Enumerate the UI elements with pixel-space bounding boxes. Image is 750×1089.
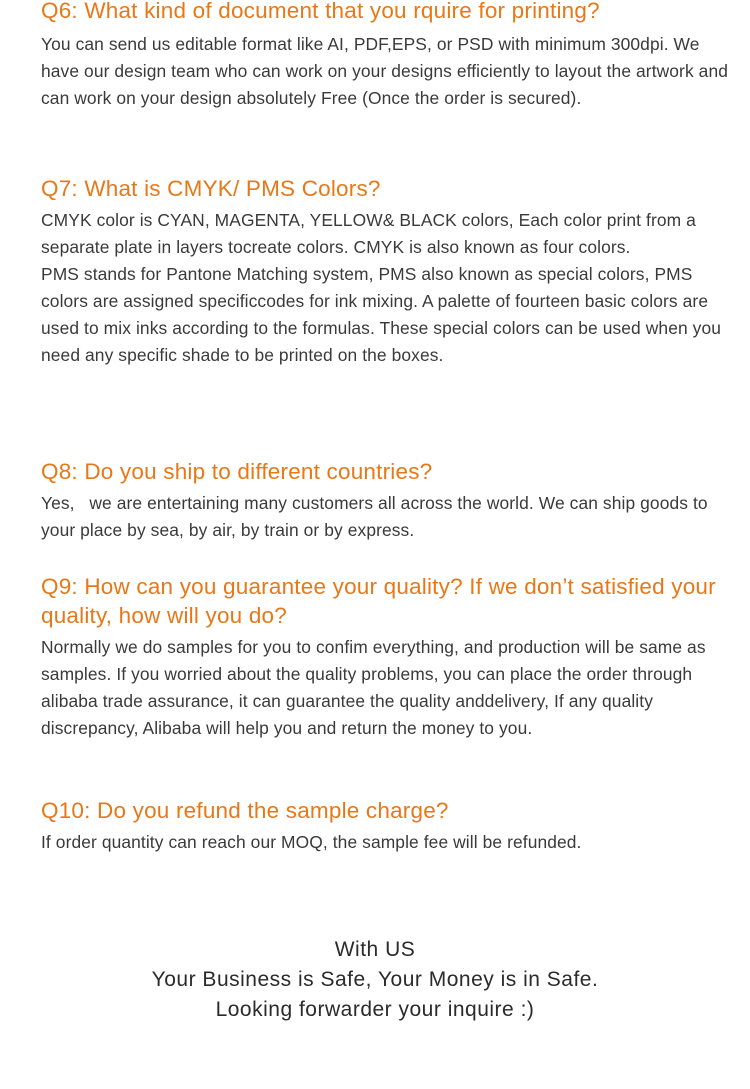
faq-item-q8 (41, 457, 731, 544)
faq-question: Q7: What is CMYK/ PMS Colors? (41, 176, 381, 201)
closing-line-with-us: With US (334, 938, 416, 961)
faq-question: Q6: What kind of document that you rquire for printing? (41, 0, 600, 23)
faq-answer (41, 31, 731, 112)
faq-item-q7 (41, 174, 731, 369)
faq-question: Q8: Do you ship to different countries? (41, 459, 433, 484)
faq-item-q9 (41, 572, 731, 742)
faq-answer (41, 634, 731, 742)
faq-answer (41, 207, 731, 369)
faq-answer-paragraph: PMS stands for Pantone Matching system, PMS also known as special colors, PMS colors are assigned specificcodes for ink mixing. A palette of fourteen basic colors are used to mix inks according to the formulas. These special colors can be used when you need any specific shade to be printed on the boxes. (41, 264, 722, 365)
closing-message (0, 935, 750, 1025)
faq-answer-paragraph: CMYK color is CYAN, MAGENTA, YELLOW& BLACK colors, Each color print from a separate plate in layers tocreate colors. CMYK is also known as four colors. (41, 210, 696, 257)
faq-item-q10 (41, 796, 731, 856)
faq-answer-paragraph: You can send us editable format like AI, PDF,EPS, or PSD with minimum 300dpi. We have our design team who can work on your designs efficiently to layout the artwork and can work on your design absolutely Free (Once the order is secured). (41, 34, 728, 108)
faq-answer-paragraph: If order quantity can reach our MOQ, the sample fee will be refunded. (41, 832, 582, 852)
faq-question: Q10: Do you refund the sample charge? (41, 798, 449, 823)
faq-answer-paragraph: Normally we do samples for you to confim everything, and production will be same as samples. If you worried about the quality problems, you can place the order through alibaba trade assurance, it can guarantee the quality anddelivery, If any quality discrepancy, Alibaba will help you and return the money to you. (41, 637, 706, 738)
closing-line-inquire: Looking forwarder your inquire :) (215, 998, 535, 1021)
closing-line-safe: Your Business is Safe, Your Money is in Safe. (151, 968, 599, 991)
faq-item-q6 (41, 0, 731, 112)
faq-answer-paragraph: Yes, we are entertaining many customers all across the world. We can ship goods to your place by sea, by air, by train or by express. (41, 493, 708, 540)
faq-answer (41, 829, 731, 856)
faq-question: Q9: How can you guarantee your quality? If we don’t satisfied your quality, how will you do? (41, 574, 716, 628)
faq-answer (41, 490, 731, 544)
